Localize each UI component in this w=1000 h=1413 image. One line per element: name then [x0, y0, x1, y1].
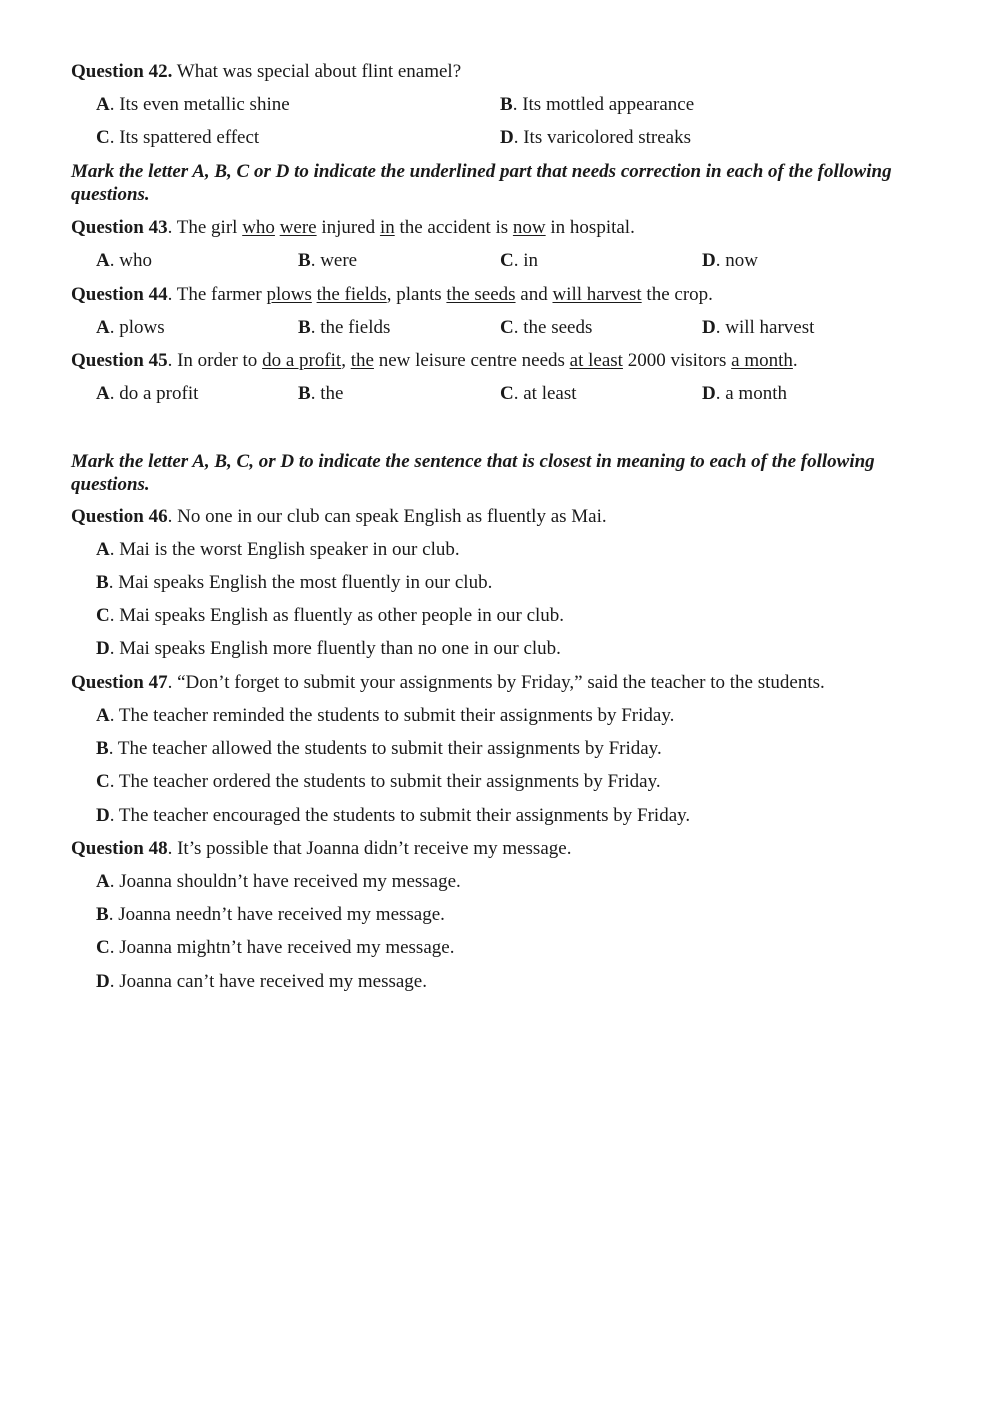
- question-46: [71, 505, 607, 529]
- option-44-c[interactable]: C. the seeds: [500, 317, 593, 338]
- option-text: the seeds: [523, 317, 593, 338]
- option-letter: A: [96, 383, 110, 404]
- question-label: Question 43: [71, 217, 168, 238]
- option-letter: A: [96, 250, 110, 271]
- option-letter: D: [702, 317, 716, 338]
- option-text: Its spattered effect: [119, 127, 260, 148]
- option-text: who: [119, 250, 152, 271]
- question-47: [71, 671, 825, 695]
- option-48-b[interactable]: [96, 903, 445, 927]
- sentence-part: 2000 visitors: [622, 350, 732, 371]
- underlined-part-c: the seeds: [446, 284, 516, 305]
- sentence-part: .: [792, 350, 798, 371]
- question-text: . No one in our club can speak English as fluently as Mai.: [167, 506, 607, 527]
- option-letter: C: [96, 771, 110, 792]
- option-45-d[interactable]: D. a month: [702, 383, 787, 404]
- sentence-part: . The farmer: [167, 284, 267, 305]
- option-text: . The teacher ordered the students to submit their assignments by Friday.: [109, 771, 661, 792]
- sentence-part: . In order to: [167, 350, 263, 371]
- option-46-a[interactable]: [96, 538, 460, 562]
- sentence-part: in hospital.: [545, 217, 635, 238]
- option-text: Its varicolored streaks: [523, 127, 692, 148]
- sentence-part: ,: [341, 350, 351, 371]
- option-44-a[interactable]: A. plows: [96, 317, 165, 338]
- option-letter: B: [96, 738, 109, 759]
- option-letter: A: [96, 94, 110, 115]
- underlined-part-d: now: [512, 217, 546, 238]
- option-letter: A: [96, 705, 110, 726]
- option-47-b[interactable]: [96, 737, 662, 761]
- option-text: . Joanna can’t have received my message.: [109, 971, 427, 992]
- option-text: . The teacher allowed the students to submit their assignments by Friday.: [108, 738, 662, 759]
- option-letter: B: [96, 572, 109, 593]
- option-text: . Joanna mightn’t have received my message.: [109, 937, 455, 958]
- sentence-part: the crop.: [641, 284, 713, 305]
- question-label: Question 46: [71, 506, 168, 527]
- option-letter: D: [96, 638, 110, 659]
- underlined-part-a: plows: [266, 284, 312, 305]
- question-43: [71, 216, 635, 240]
- underlined-part-a: do a profit: [262, 350, 342, 371]
- option-letter: C: [96, 605, 110, 626]
- option-46-c[interactable]: [96, 604, 564, 628]
- underlined-part-b: the fields: [316, 284, 387, 305]
- option-letter: A: [96, 317, 110, 338]
- sentence-part: and: [515, 284, 553, 305]
- option-letter: B: [96, 904, 109, 925]
- sentence-part: the accident is: [394, 217, 513, 238]
- option-letter: B: [500, 94, 513, 115]
- option-45-c[interactable]: C. at least: [500, 383, 577, 404]
- option-text: . Mai is the worst English speaker in our club.: [109, 539, 460, 560]
- option-text: Its mottled appearance: [522, 94, 695, 115]
- sentence-part: , plants: [386, 284, 447, 305]
- option-43-d[interactable]: D. now: [702, 250, 758, 271]
- option-47-c[interactable]: [96, 770, 661, 794]
- option-45-b[interactable]: B. the: [298, 383, 344, 404]
- sentence-part: . The girl: [167, 217, 243, 238]
- option-text: . Mai speaks English as fluently as other people in our club.: [109, 605, 565, 626]
- option-letter: B: [298, 383, 311, 404]
- underlined-part-a: who: [242, 217, 275, 238]
- question-label: Question 47: [71, 672, 168, 693]
- option-42-d[interactable]: D. Its varicolored streaks: [500, 127, 692, 148]
- question-42: [71, 60, 461, 84]
- question-label: Question 44: [71, 284, 168, 305]
- option-47-d[interactable]: [96, 804, 690, 828]
- option-text: Its even metallic shine: [119, 94, 290, 115]
- option-47-a[interactable]: [96, 704, 674, 728]
- option-48-c[interactable]: [96, 936, 454, 960]
- option-letter: D: [702, 383, 716, 404]
- option-46-b[interactable]: [96, 571, 492, 595]
- option-text: . Mai speaks English more fluently than no one in our club.: [109, 638, 561, 659]
- option-text: a month: [725, 383, 787, 404]
- option-letter: C: [500, 317, 514, 338]
- option-46-d[interactable]: [96, 637, 561, 661]
- option-text: do a profit: [119, 383, 199, 404]
- option-letter: B: [298, 317, 311, 338]
- question-45: [71, 349, 798, 373]
- underlined-part-d: a month: [731, 350, 793, 371]
- question-label: Question 45: [71, 350, 168, 371]
- question-label: Question 48: [71, 838, 168, 859]
- sentence-part: injured: [316, 217, 380, 238]
- underlined-part-b: were: [279, 217, 317, 238]
- option-text: . Joanna shouldn’t have received my message.: [109, 871, 461, 892]
- option-48-a[interactable]: [96, 870, 461, 894]
- question-text: . It’s possible that Joanna didn’t receive my message.: [167, 838, 572, 859]
- option-text: will harvest: [725, 317, 815, 338]
- option-text: . The teacher reminded the students to submit their assignments by Friday.: [109, 705, 675, 726]
- question-44: [71, 283, 713, 307]
- option-letter: D: [500, 127, 514, 148]
- option-43-b[interactable]: B. were: [298, 250, 358, 271]
- option-44-b[interactable]: B. the fields: [298, 317, 391, 338]
- option-letter: C: [96, 127, 110, 148]
- question-text: . “Don’t forget to submit your assignments by Friday,” said the teacher to the students.: [167, 672, 825, 693]
- option-text: in: [523, 250, 539, 271]
- section-instruction-error-identification: Mark the letter A, B, C or D to indicate the underlined part that needs correction in each of the following questions.: [71, 161, 892, 205]
- option-text: . Mai speaks English the most fluently in our club.: [108, 572, 493, 593]
- underlined-part-d: will harvest: [552, 284, 642, 305]
- option-letter: D: [702, 250, 716, 271]
- option-text: . Joanna needn’t have received my message.: [108, 904, 445, 925]
- sentence-part: new leisure centre needs: [373, 350, 570, 371]
- underlined-part-c: at least: [569, 350, 623, 371]
- underlined-part-b: the: [350, 350, 374, 371]
- option-text: the fields: [320, 317, 391, 338]
- option-42-a[interactable]: A. Its even metallic shine: [96, 94, 290, 115]
- option-text: the: [320, 383, 344, 404]
- option-42-c[interactable]: C. Its spattered effect: [96, 127, 260, 148]
- option-letter: A: [96, 871, 110, 892]
- option-text: at least: [523, 383, 577, 404]
- option-letter: A: [96, 539, 110, 560]
- option-48-d[interactable]: [96, 970, 427, 994]
- section-instruction-sentence-transformation: Mark the letter A, B, C, or D to indicate the sentence that is closest in meaning to each of the following questions.: [71, 451, 875, 495]
- option-letter: B: [298, 250, 311, 271]
- option-text: were: [320, 250, 358, 271]
- option-42-b[interactable]: B. Its mottled appearance: [500, 94, 695, 115]
- option-letter: C: [96, 937, 110, 958]
- option-text: now: [725, 250, 758, 271]
- option-letter: D: [96, 805, 110, 826]
- option-43-c[interactable]: C. in: [500, 250, 539, 271]
- option-45-a[interactable]: A. do a profit: [96, 383, 199, 404]
- question-text: What was special about flint enamel?: [176, 61, 462, 82]
- option-43-a[interactable]: A. who: [96, 250, 152, 271]
- option-letter: D: [96, 971, 110, 992]
- question-48: [71, 837, 571, 861]
- option-text: plows: [119, 317, 165, 338]
- option-44-d[interactable]: D. will harvest: [702, 317, 815, 338]
- option-letter: C: [500, 250, 514, 271]
- question-label: Question 42.: [71, 61, 173, 82]
- underlined-part-c: in: [379, 217, 395, 238]
- option-letter: C: [500, 383, 514, 404]
- option-text: . The teacher encouraged the students to submit their assignments by Friday.: [109, 805, 691, 826]
